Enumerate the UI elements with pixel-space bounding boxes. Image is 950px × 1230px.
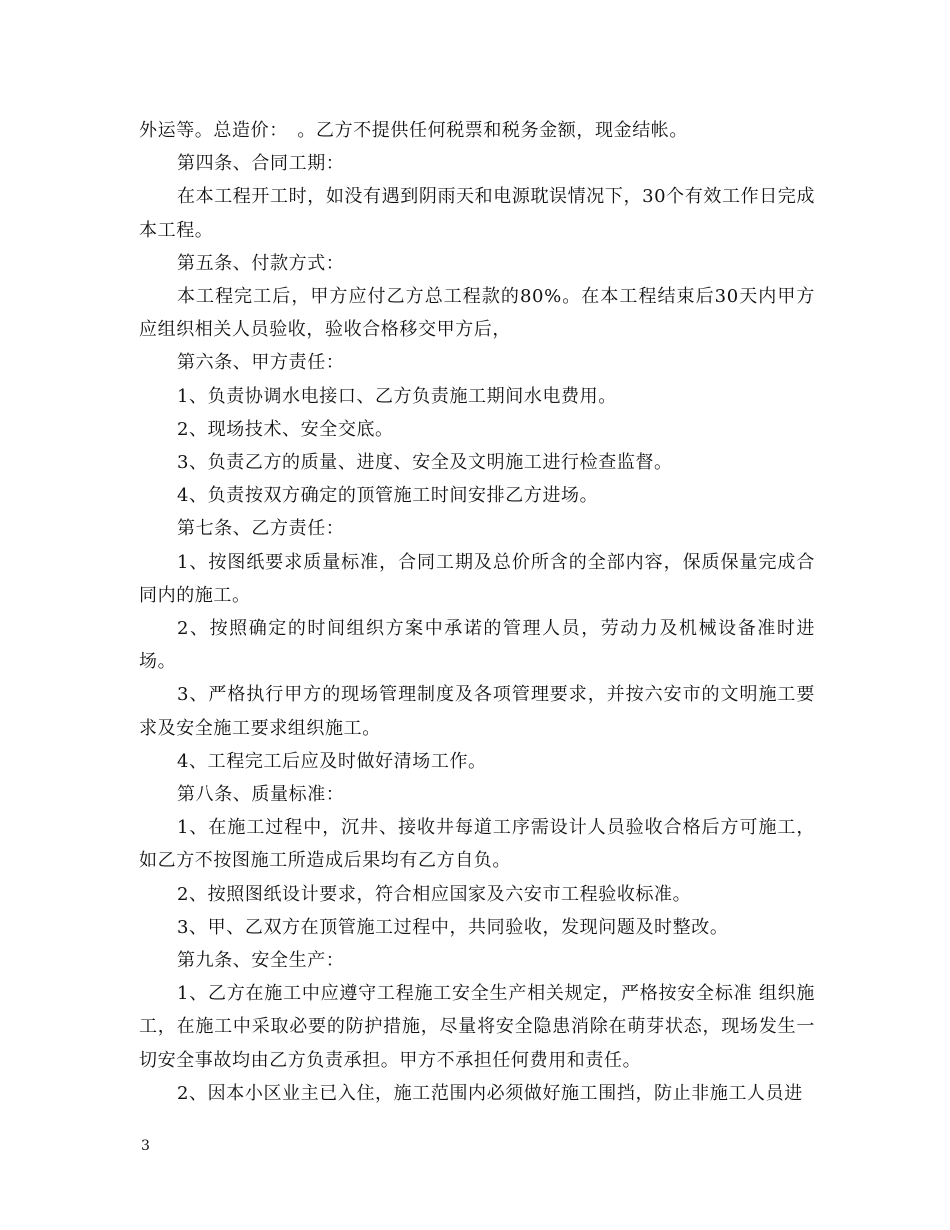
list-item-party-a-4: 4、负责按双方确定的顶管施工时间安排乙方进场。 [177, 485, 599, 507]
list-item-party-a-2: 2、现场技术、安全交底。 [177, 418, 394, 440]
paragraph-total-price: 外运等。总造价： 。乙方不提供任何税票和税务金额，现金结帐。 [139, 120, 688, 141]
list-item-quality-3: 3、甲、乙双方在顶管施工过程中，共同验收，发现问题及时整改。 [177, 916, 729, 938]
heading-article-7: 第七条、乙方责任： [177, 518, 345, 540]
list-item-party-b-3: 3、严格执行甲方的现场管理制度及各项管理要求，并按六安市的文明施工要求及安全施工要求组织施工。 [139, 684, 815, 739]
contract-body [139, 114, 815, 1110]
heading-article-5: 第五条、付款方式： [177, 252, 345, 274]
heading-article-6: 第六条、甲方责任： [177, 352, 345, 374]
heading-article-8: 第八条、质量标准： [177, 784, 345, 806]
list-item-party-a-3: 3、负责乙方的质量、进度、安全及文明施工进行检查监督。 [177, 452, 673, 474]
list-item-safety-2: 2、因本小区业主已入住，施工范围内必须做好施工围挡，防止非施工人员进 [177, 1082, 803, 1104]
list-item-party-b-1: 1、按图纸要求质量标准，合同工期及总价所含的全部内容，保质保量完成合同内的施工。 [139, 551, 815, 606]
list-item-party-b-2: 2、按照确定的时间组织方案中承诺的管理人员，劳动力及机械设备准时进场。 [139, 618, 815, 673]
list-item-quality-1: 1、在施工过程中，沉井、接收井每道工序需设计人员验收合格后方可施工，如乙方不按图施工所造成后果均有乙方自负。 [139, 817, 815, 872]
heading-article-4: 第四条、合同工期： [177, 153, 345, 175]
list-item-safety-1: 1、乙方在施工中应遵守工程施工安全生产相关规定，严格按安全标准 组织施工，在施工中采取必要的防护措施，尽量将安全隐患消除在萌芽状态，现场发生一切安全事故均由乙方负责承担。甲方不承担任何费用和责任。 [139, 983, 815, 1071]
page-number: 3 [141, 1138, 150, 1154]
paragraph-payment-method: 本工程完工后，甲方应付乙方总工程款的80%。在本工程结束后30天内甲方应组织相关人员验收，验收合格移交甲方后， [139, 286, 815, 341]
list-item-quality-2: 2、按照图纸设计要求，符合相应国家及六安市工程验收标准。 [177, 883, 692, 905]
list-item-party-b-4: 4、工程完工后应及时做好清场工作。 [177, 750, 487, 772]
list-item-party-a-1: 1、负责协调水电接口、乙方负责施工期间水电费用。 [177, 385, 617, 407]
heading-article-9: 第九条、安全生产： [177, 950, 345, 972]
paragraph-construction-period: 在本工程开工时，如没有遇到阴雨天和电源耽误情况下，30个有效工作日完成本工程。 [139, 186, 815, 241]
